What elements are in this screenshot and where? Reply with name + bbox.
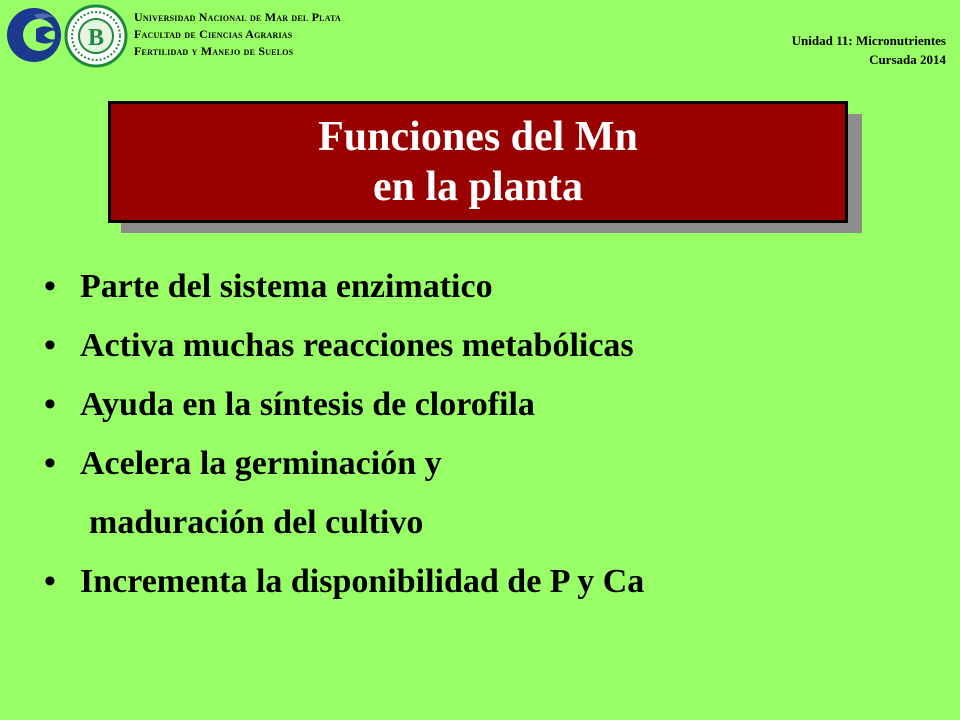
unit-info — [792, 31, 946, 69]
bullet-text: Activa muchas reacciones metabólicas — [80, 327, 634, 364]
faculty-seal-icon — [64, 4, 128, 68]
department-name: Fertilidad y Manejo de Suelos — [134, 44, 294, 58]
seal-letter: B — [87, 25, 105, 51]
university-name: Universidad Nacional de Mar del Plata — [134, 10, 342, 24]
title-line-2: en la planta — [372, 164, 584, 210]
bullet-icon: • — [44, 445, 56, 482]
bullet-text: Acelera la germinación y — [80, 445, 442, 482]
course-year: Cursada 2014 — [869, 52, 946, 67]
bullet-text: Parte del sistema enzimatico — [80, 268, 493, 305]
bullet-icon: • — [44, 268, 56, 305]
institution-block — [134, 9, 341, 60]
bullet-text: maduración del cultivo — [89, 504, 424, 541]
title-line-1: Funciones del Mn — [318, 114, 638, 160]
slide-title — [108, 101, 848, 223]
bullet-icon: • — [44, 386, 56, 423]
faculty-name: Facultad de Ciencias Agrarias — [134, 27, 293, 41]
bullet-icon: • — [44, 327, 56, 364]
bullet-text: Incrementa la disponibilidad de P y Ca — [80, 563, 645, 600]
university-logo-icon — [6, 5, 62, 65]
unit-title: Unidad 11: Micronutrientes — [791, 33, 946, 48]
bullet-text: Ayuda en la síntesis de clorofila — [80, 386, 535, 423]
bullet-icon: • — [44, 563, 56, 600]
